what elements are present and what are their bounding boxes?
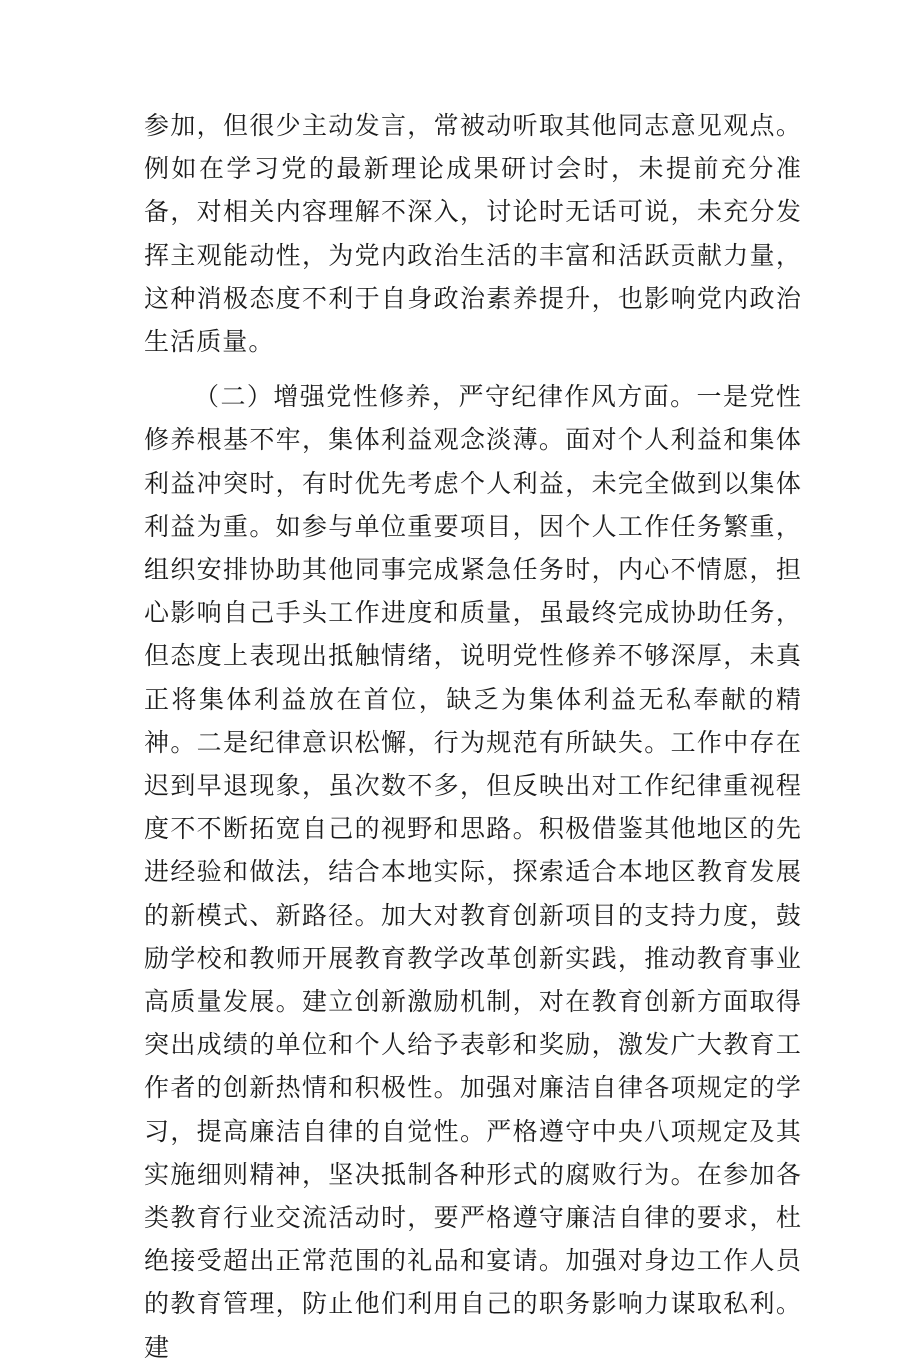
paragraph-continuation: 参加，但很少主动发言，常被动听取其他同志意见观点。例如在学习党的最新理论成果研讨会时，未提前充分准备，对相关内容理解不深入，讨论时无话可说，未充分发挥主观能动性，为党内政治生活的丰富和活跃贡献力量，这种消极态度不利于自身政治素养提升，也影响党内政治生活质量。	[144, 111, 802, 357]
paragraph-section-two: （二）增强党性修养，严守纪律作风方面。一是党性修养根基不牢，集体利益观念淡薄。面对个人利益和集体利益冲突时，有时优先考虑个人利益，未完全做到以集体利益为重。如参与单位重要项目，因个人工作任务繁重，组织安排协助其他同事完成紧急任务时，内心不情愿，担心影响自己手头工作进度和质量，虽最终完成协助任务，但态度上表现出抵触情绪，说明党性修养不够深厚，未真正将集体利益放在首位，缺乏为集体利益无私奉献的精神。二是纪律意识松懈，行为规范有所缺失。工作中存在迟到早退现象，虽次数不多，但反映出对工作纪律重视程度不不断拓宽自己的视野和思路。积极借鉴其他地区的先进经验和做法，结合本地实际，探索适合本地区教育发展的新模式、新路径。加大对教育创新项目的支持力度，鼓励学校和教师开展教育教学改革创新实践，推动教育事业高质量发展。建立创新激励机制，对在教育创新方面取得突出成绩的单位和个人给予表彰和奖励，激发广大教育工作者的创新热情和积极性。加强对廉洁自律各项规定的学习，提高廉洁自律的自觉性。严格遵守中央八项规定及其实施细则精神，坚决抵制各种形式的腐败行为。在参加各类教育行业交流活动时，要严格遵守廉洁自律的要求，杜绝接受超出正常范围的礼品和宴请。加强对身边工作人员的教育管理，防止他们利用自己的职务影响力谋取私利。建	[144, 382, 802, 1362]
